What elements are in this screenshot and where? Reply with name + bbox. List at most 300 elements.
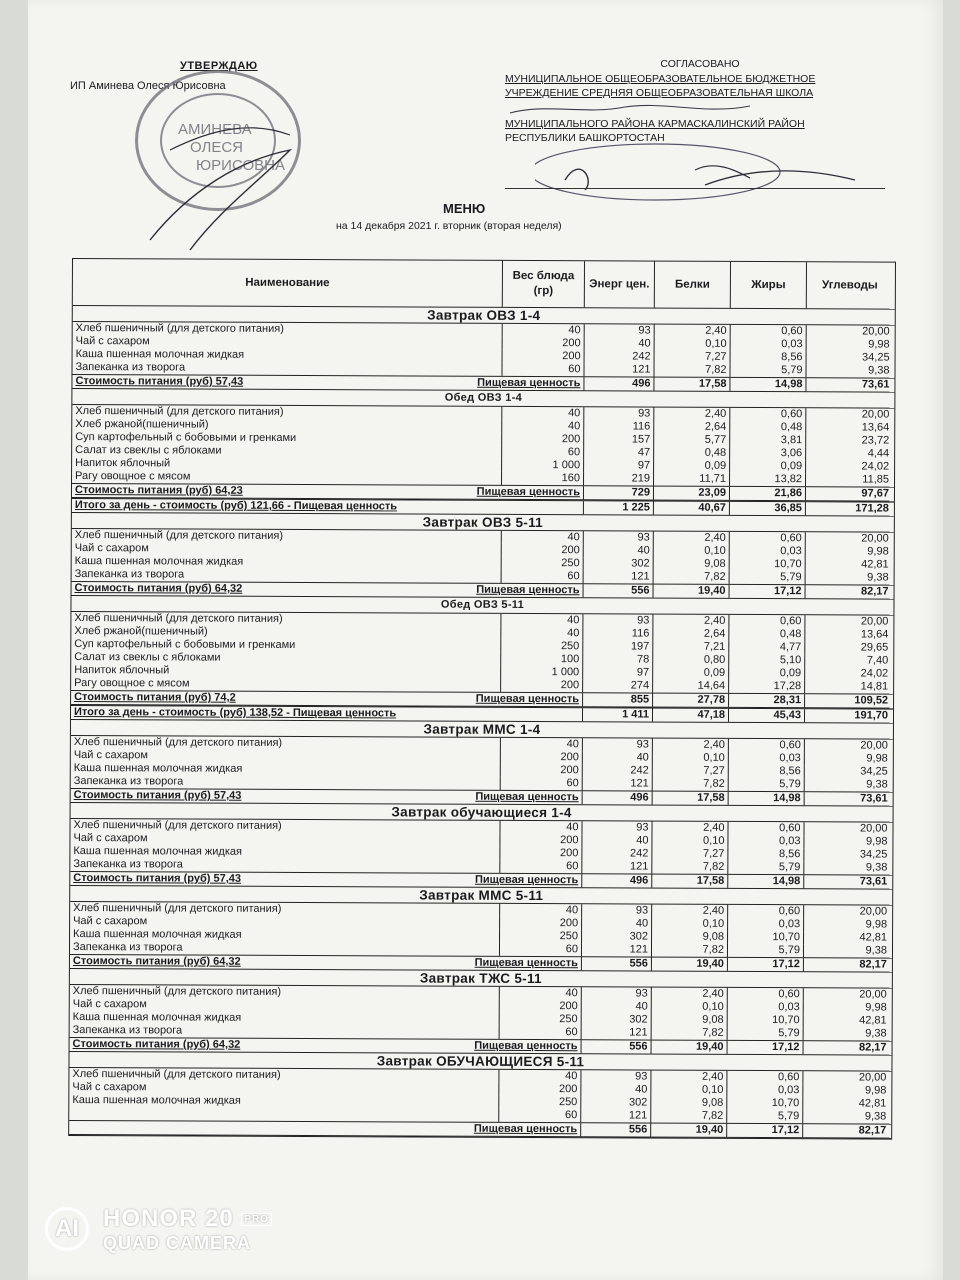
dish-name: Хлеб пшеничный (для детского питания)	[70, 902, 500, 917]
dish-weight: 40	[499, 1070, 581, 1083]
watermark-brand-name: HONOR 20	[103, 1205, 234, 1232]
total-protein: 17,58	[653, 792, 729, 805]
dish-carbs: 9,38	[865, 944, 888, 957]
dish-carbs: 4,44	[867, 447, 890, 460]
total-cost: Стоимость питания (руб) 64,32	[74, 582, 243, 595]
agreed-label: СОГЛАСОВАНО	[660, 58, 740, 70]
dish-protein: 7,82	[653, 778, 729, 791]
stamp-text-2: ОЛЕСЯ	[190, 139, 244, 156]
dish-protein: 5,77	[654, 434, 730, 447]
dish-energy: 40	[582, 1000, 652, 1013]
dish-name: Хлеб пшеничный (для детского питания)	[72, 529, 502, 544]
dish-energy: 40	[583, 751, 653, 764]
dish-protein: 2,40	[654, 532, 730, 545]
dish-carbs: 20,00	[859, 822, 888, 835]
dish-weight: 200	[502, 433, 584, 446]
dish-weight: 60	[499, 1109, 581, 1122]
total-value-label: Пищевая ценность	[476, 583, 580, 597]
section-title: Завтрак ОВЗ 5-11	[72, 513, 894, 533]
total-protein: 17,58	[652, 875, 728, 888]
dish-name: Чай с сахаром	[72, 542, 502, 557]
dish-protein: 0,10	[652, 835, 728, 848]
total-label	[72, 484, 584, 499]
dish-fat: 0,60	[729, 615, 805, 628]
dish-energy: 242	[582, 847, 652, 860]
dish-protein: 14,64	[653, 680, 729, 693]
dish-carbs: 9,98	[866, 835, 888, 848]
section-title: Завтрак обучающиеся 1-4	[71, 803, 893, 823]
dish-energy: 40	[582, 917, 652, 930]
dish-weight: 160	[502, 472, 584, 485]
dish-carbs: 20,00	[862, 325, 890, 338]
total-cost: Стоимость питания (руб) 64,32	[72, 1038, 241, 1051]
dish-weight: 250	[499, 1096, 581, 1109]
total-energy: 496	[583, 791, 653, 804]
watermark-pro: PRO	[241, 1213, 272, 1226]
watermark-brand	[103, 1205, 272, 1233]
stamp-text-3: ЮРИСОВНА	[196, 157, 285, 174]
dish-name: Чай с сахаром	[71, 749, 501, 764]
dish-protein: 9,08	[652, 931, 728, 944]
total-protein: 19,40	[652, 958, 728, 971]
dish-carbs: 20,00	[859, 988, 887, 1001]
total-energy: 1 225	[584, 501, 654, 514]
dish-name: Запеканка из творога	[71, 775, 501, 790]
dish-fat: 8,56	[728, 848, 804, 861]
total-label	[72, 375, 584, 390]
total-fat: 14,98	[729, 792, 805, 805]
dish-protein: 2,64	[653, 628, 729, 641]
dish-carbs: 42,81	[858, 1097, 887, 1110]
dish-weight: 250	[502, 557, 584, 570]
total-value-label: Пищевая ценность	[474, 873, 579, 887]
header-protein: Белки	[655, 262, 731, 308]
dish-weight: 250	[500, 1013, 582, 1026]
stamp-text-1: АМИНЕВА	[178, 121, 252, 138]
total-protein: 40,67	[654, 502, 730, 515]
dish-fat: 0,03	[731, 338, 807, 351]
total-energy: 1 411	[583, 708, 653, 721]
total-label	[69, 1121, 581, 1136]
signature-line	[505, 188, 885, 189]
total-carbs: 109,52	[854, 694, 889, 707]
dish-fat: 0,03	[728, 835, 804, 848]
dish-energy: 121	[582, 860, 652, 873]
total-protein: 19,40	[652, 1041, 728, 1054]
dish-weight: 40	[500, 904, 582, 917]
dish-energy: 302	[581, 1096, 651, 1109]
dish-fat: 8,56	[731, 351, 807, 364]
total-label	[72, 582, 584, 597]
dish-fat: 0,60	[729, 739, 805, 752]
dish-fat: 0,60	[731, 325, 807, 338]
dish-weight: 200	[501, 679, 583, 692]
dish-weight: 200	[500, 834, 582, 847]
dish-energy: 97	[583, 666, 653, 679]
dish-fat: 17,28	[729, 680, 805, 693]
dish-name: Хлеб пшеничный (для детского питания)	[72, 405, 502, 420]
dish-name: Хлеб пшеничный (для детского питания)	[73, 322, 503, 337]
section-title: Завтрак ОВЗ 1-4	[73, 306, 895, 326]
dish-name: Хлеб пшеничный (для детского питания)	[69, 1068, 499, 1083]
dish-protein: 0,10	[651, 1084, 727, 1097]
total-fat: 17,12	[728, 1041, 804, 1054]
dish-name	[69, 1107, 499, 1122]
total-carbs: 73,61	[859, 875, 888, 888]
total-value-label: Пищевая ценность	[474, 956, 578, 970]
dish-weight: 250	[501, 640, 583, 653]
dish-energy: 40	[581, 1083, 651, 1096]
dish-name: Каша пшенная молочная жидкая	[70, 1011, 500, 1026]
dish-energy: 242	[583, 764, 653, 777]
dish-name: Запеканка из творога	[70, 858, 500, 873]
total-cost: Стоимость питания (руб) 57,43	[73, 872, 242, 885]
dish-carbs: 42,81	[861, 558, 889, 571]
dish-fat: 3,81	[730, 434, 806, 447]
dish-energy: 93	[585, 324, 655, 337]
dish-protein: 7,82	[652, 861, 728, 874]
watermark-camera: QUAD CAMERA	[103, 1233, 251, 1253]
dish-carbs: 29,65	[860, 641, 889, 654]
dish-carbs: 9,98	[864, 1084, 887, 1097]
dish-weight: 60	[500, 860, 582, 873]
dish-carbs: 34,25	[859, 848, 888, 861]
dish-energy: 40	[584, 544, 654, 557]
dish-carbs: 9,38	[866, 778, 888, 791]
total-fat: 17,12	[728, 958, 804, 971]
dish-weight: 40	[500, 987, 582, 1000]
dish-energy: 157	[584, 433, 654, 446]
section-title: Завтрак ММС 1-4	[71, 720, 893, 740]
dish-fat: 5,10	[729, 654, 805, 667]
dish-fat: 10,70	[728, 1014, 804, 1027]
dish-name: Чай с сахаром	[73, 335, 503, 350]
ai-logo: AI	[45, 1207, 89, 1251]
dish-fat: 0,03	[728, 918, 804, 931]
dish-energy: 40	[585, 337, 655, 350]
dish-energy: 97	[584, 459, 654, 472]
menu-table	[68, 258, 896, 1140]
dish-name: Хлеб пшеничный (для детского питания)	[70, 985, 500, 1000]
dish-weight: 60	[502, 446, 584, 459]
dish-carbs: 9,38	[865, 861, 888, 874]
dish-weight: 60	[500, 943, 582, 956]
dish-fat: 10,70	[728, 931, 804, 944]
dish-carbs: 9,98	[866, 752, 888, 765]
dish-name: Каша пшенная молочная жидкая	[69, 1094, 499, 1109]
dish-weight: 40	[502, 531, 584, 544]
total-value-label: Пищевая ценность	[475, 790, 579, 804]
dish-carbs: 34,25	[862, 351, 890, 364]
total-carbs: 97,67	[861, 487, 890, 500]
section-title: Завтрак ОБУЧАЮЩИЕСЯ 5-11	[69, 1052, 891, 1072]
dish-energy: 78	[583, 653, 653, 666]
dish-energy: 93	[582, 904, 652, 917]
total-energy: 556	[581, 1123, 651, 1136]
dish-protein: 2,40	[655, 325, 731, 338]
dish-fat: 0,60	[727, 1071, 803, 1084]
dish-name: Чай с сахаром	[69, 1081, 499, 1096]
dish-protein: 0,09	[653, 667, 729, 680]
total-energy: 496	[584, 377, 654, 390]
dish-name: Хлеб пшеничный (для детского питания)	[71, 736, 501, 751]
dish-name: Каша пшенная молочная жидкая	[70, 928, 500, 943]
dish-name: Чай с сахаром	[70, 998, 500, 1013]
dish-carbs: 13,64	[860, 628, 889, 641]
dish-weight: 200	[500, 917, 582, 930]
agreed-line-1: МУНИЦИПАЛЬНОЕ ОБЩЕОБРАЗОВАТЕЛЬНОЕ БЮДЖЕТНОЕ	[505, 72, 816, 85]
dish-protein: 11,71	[654, 473, 730, 486]
dish-fat: 0,03	[730, 545, 806, 558]
dish-fat: 0,60	[730, 532, 806, 545]
dish-name: Салат из свеклы с яблоками	[71, 651, 501, 666]
dish-weight: 60	[501, 777, 583, 790]
dish-name: Напиток яблочный	[72, 457, 502, 472]
dish-name: Суп картофельный с бобовыми и гренками	[71, 638, 501, 653]
dish-energy: 93	[583, 614, 653, 627]
dish-energy: 121	[582, 1026, 652, 1039]
total-carbs: 82,17	[859, 1041, 887, 1054]
table-body	[69, 306, 895, 1139]
dish-energy: 116	[583, 627, 653, 640]
dish-fat: 0,03	[728, 1001, 804, 1014]
dish-protein: 7,27	[655, 351, 731, 364]
dish-fat: 3,06	[730, 447, 806, 460]
dish-name: Рагу овощное с мясом	[72, 470, 502, 485]
dish-carbs: 9,38	[867, 571, 889, 584]
total-cost: Стоимость питания (руб) 64,23	[74, 484, 243, 497]
approve-person: ИП Аминева Олеся Юрисовна	[70, 80, 226, 92]
total-value-label: Пищевая ценность	[475, 692, 580, 706]
total-cost: Итого за день - стоимость (руб) 138,52 - Пищевая ценность	[73, 706, 397, 720]
dish-fat: 0,09	[729, 667, 805, 680]
dish-weight: 200	[503, 337, 585, 350]
dish-energy: 93	[581, 1070, 651, 1083]
dish-energy: 93	[582, 821, 652, 834]
dish-weight: 200	[501, 751, 583, 764]
dish-energy: 47	[584, 446, 654, 459]
total-energy: 729	[584, 486, 654, 499]
total-energy: 556	[584, 584, 654, 597]
dish-fat: 5,79	[730, 571, 806, 584]
dish-protein: 7,82	[652, 944, 728, 957]
dish-protein: 0,48	[654, 447, 730, 460]
dish-name: Рагу овощное с мясом	[71, 677, 501, 692]
dish-fat: 5,79	[729, 778, 805, 791]
header-fat: Жиры	[731, 262, 807, 308]
dish-protein: 7,82	[651, 1110, 727, 1123]
dish-carbs: 14,81	[860, 680, 889, 693]
dish-fat: 4,77	[729, 641, 805, 654]
agreed-line-4: МУНИЦИПАЛЬНОГО РАЙОНА КАРМАСКАЛИНСКИЙ РАЙОН	[505, 117, 805, 130]
dish-protein: 9,08	[651, 1097, 727, 1110]
dish-fat: 8,56	[729, 765, 805, 778]
dish-protein: 7,82	[654, 571, 730, 584]
dish-energy: 116	[584, 420, 654, 433]
agreed-school-name-handwritten	[505, 101, 845, 117]
dish-protein: 0,10	[655, 338, 731, 351]
dish-name: Хлеб ржаной(пшеничный)	[72, 418, 502, 433]
total-value-label: Пищевая ценность	[474, 1039, 578, 1053]
dish-carbs: 42,81	[859, 1014, 887, 1027]
total-fat: 21,86	[730, 487, 806, 500]
dish-weight: 40	[502, 407, 584, 420]
dish-name: Хлеб пшеничный (для детского питания)	[71, 612, 501, 627]
signature-scribble-right	[535, 140, 905, 215]
dish-carbs: 9,98	[868, 338, 890, 351]
dish-weight: 60	[502, 363, 584, 376]
dish-weight: 200	[499, 1083, 581, 1096]
total-cost: Стоимость питания (руб) 64,32	[72, 955, 241, 968]
dish-fat: 0,09	[730, 460, 806, 473]
dish-carbs: 9,98	[867, 545, 889, 558]
dish-fat: 5,79	[730, 364, 806, 377]
total-fat: 17,12	[727, 1124, 803, 1137]
dish-energy: 302	[582, 930, 652, 943]
dish-weight: 40	[501, 614, 583, 627]
dish-protein: 0,10	[654, 545, 730, 558]
dish-carbs: 9,98	[865, 918, 888, 931]
dish-name: Каша пшенная молочная жидкая	[73, 348, 503, 363]
signature-scribble-left	[130, 90, 370, 270]
dish-fat: 0,48	[730, 421, 806, 434]
table-header	[73, 259, 895, 310]
dish-weight: 200	[503, 350, 585, 363]
dish-energy: 197	[583, 640, 653, 653]
dish-fat: 0,60	[730, 408, 806, 421]
total-label	[71, 706, 583, 721]
total-carbs: 191,70	[854, 709, 889, 722]
dish-carbs: 7,40	[866, 654, 889, 667]
dish-protein: 2,40	[651, 1071, 727, 1084]
dish-energy: 121	[584, 570, 654, 583]
total-label	[70, 955, 582, 970]
page-title: МЕНЮ	[443, 201, 486, 216]
dish-protein: 2,40	[652, 905, 728, 918]
dish-protein: 2,40	[652, 822, 728, 835]
agreed-block	[505, 57, 845, 146]
dish-protein: 2,40	[654, 408, 730, 421]
dish-carbs: 9,38	[865, 1027, 887, 1040]
dish-weight: 200	[501, 764, 583, 777]
total-fat: 45,43	[729, 709, 805, 722]
dish-carbs: 23,72	[861, 434, 890, 447]
dish-fat: 5,79	[728, 861, 804, 874]
total-cost: Стоимость питания (руб) 74,2	[74, 691, 236, 704]
dish-name: Чай с сахаром	[70, 832, 500, 847]
dish-carbs: 20,00	[859, 905, 888, 918]
total-carbs: 73,61	[860, 792, 888, 805]
dish-weight: 1 000	[501, 666, 583, 679]
dish-weight: 1 000	[502, 459, 584, 472]
dish-protein: 0,10	[653, 752, 729, 765]
dish-weight: 40	[501, 627, 583, 640]
dish-name: Каша пшенная молочная жидкая	[71, 762, 501, 777]
agreed-line-2: УЧРЕЖДЕНИЕ СРЕДНЯЯ ОБЩЕОБРАЗОВАТЕЛЬНАЯ ШКОЛА	[505, 87, 814, 99]
dish-fat: 10,70	[727, 1097, 803, 1110]
agreed-line-5: РЕСПУБЛИКИ БАШКОРТОСТАН	[505, 132, 665, 144]
dish-carbs: 42,81	[859, 931, 888, 944]
total-label	[70, 872, 582, 887]
total-cost: Стоимость питания (руб) 57,43	[73, 789, 242, 802]
dish-name: Напиток яблочный	[71, 664, 501, 679]
dish-name: Суп картофельный с бобовыми и гренками	[72, 431, 502, 446]
total-label	[71, 691, 583, 706]
dish-energy: 219	[584, 472, 654, 485]
dish-name: Чай с сахаром	[70, 915, 500, 930]
dish-protein: 0,10	[652, 1001, 728, 1014]
dish-fat: 10,70	[730, 558, 806, 571]
total-carbs: 171,28	[855, 502, 889, 515]
dish-weight: 200	[500, 847, 582, 860]
dish-carbs: 9,38	[864, 1110, 887, 1123]
dish-carbs: 20,00	[861, 408, 890, 421]
dish-fat: 5,79	[728, 1027, 804, 1040]
dish-protein: 7,27	[652, 848, 728, 861]
dish-protein: 7,21	[653, 641, 729, 654]
dish-energy: 121	[582, 943, 652, 956]
dish-protein: 2,40	[653, 615, 729, 628]
dish-energy: 93	[584, 407, 654, 420]
section-title: Обед ОВЗ 5-11	[71, 596, 893, 616]
total-protein: 27,78	[653, 694, 729, 707]
total-protein: 19,40	[651, 1124, 727, 1137]
total-protein: 19,40	[654, 585, 730, 598]
dish-weight: 250	[500, 930, 582, 943]
dish-weight: 40	[500, 821, 582, 834]
dish-carbs: 20,00	[858, 1071, 887, 1084]
total-fat: 17,12	[730, 585, 806, 598]
dish-fat: 0,03	[727, 1084, 803, 1097]
total-energy: 556	[582, 957, 652, 970]
total-value-label: Пищевая ценность	[476, 485, 581, 499]
dish-energy: 93	[582, 987, 652, 1000]
dish-carbs: 24,02	[861, 460, 890, 473]
dish-protein: 0,09	[654, 460, 730, 473]
dish-energy: 93	[583, 738, 653, 751]
dish-protein: 9,08	[654, 558, 730, 571]
total-fat: 36,85	[730, 502, 806, 515]
total-carbs: 82,17	[858, 1124, 887, 1137]
dish-name: Запеканка из творога	[72, 361, 502, 376]
dish-weight: 60	[502, 570, 584, 583]
dish-carbs: 20,00	[860, 739, 888, 752]
dish-energy: 121	[583, 777, 653, 790]
total-energy: 496	[582, 874, 652, 887]
dish-carbs: 34,25	[860, 765, 888, 778]
dish-energy: 121	[584, 363, 654, 376]
dish-energy: 121	[581, 1109, 651, 1122]
dish-protein: 2,64	[654, 421, 730, 434]
total-fat: 14,98	[728, 875, 804, 888]
header-carbs: Углеводы	[822, 278, 878, 292]
dish-name: Хлеб ржаной(пшеничный)	[71, 625, 501, 640]
dish-energy: 40	[582, 834, 652, 847]
dish-name: Запеканка из творога	[70, 1024, 500, 1039]
total-carbs: 82,17	[859, 958, 887, 971]
dish-weight: 40	[503, 324, 585, 337]
dish-fat: 5,79	[728, 944, 804, 957]
page-subtitle: на 14 декабря 2021 г. вторник (вторая неделя)	[336, 220, 562, 232]
dish-protein: 2,40	[653, 739, 729, 752]
section-title: Обед ОВЗ 1-4	[72, 389, 894, 409]
total-energy: 556	[582, 1040, 652, 1053]
header-name: Наименование	[73, 259, 503, 307]
dish-name: Каша пшенная молочная жидкая	[72, 555, 502, 570]
dish-carbs: 20,00	[860, 615, 889, 628]
dish-weight: 100	[501, 653, 583, 666]
dish-protein: 2,40	[652, 988, 728, 1001]
